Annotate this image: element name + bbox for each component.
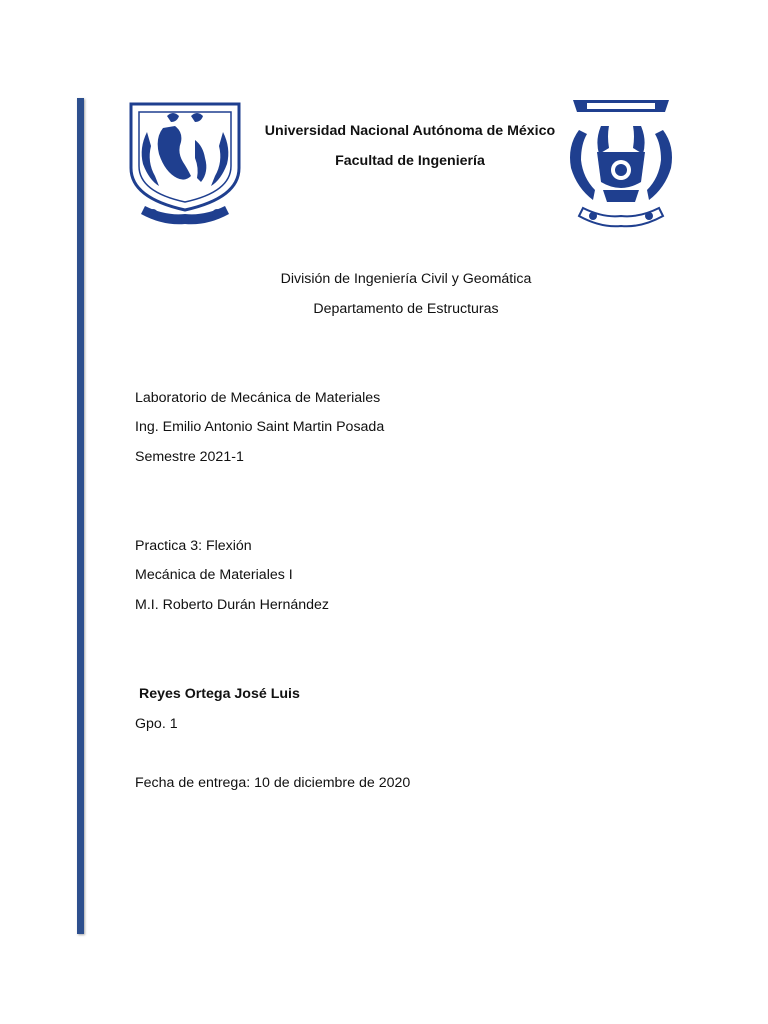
delivery-date: Fecha de entrega: 10 de diciembre de 2020 (135, 775, 411, 791)
semester: Semestre 2021-1 (135, 449, 244, 465)
faculty-name: Facultad de Ingeniería (335, 153, 485, 169)
division-name: División de Ingeniería Civil y Geomática (280, 271, 532, 287)
university-name: Universidad Nacional Autónoma de México (264, 123, 556, 139)
side-accent-bar (77, 98, 84, 934)
course-name: Mecánica de Materiales I (135, 567, 293, 583)
group: Gpo. 1 (135, 716, 178, 732)
lab-instructor: Ing. Emilio Antonio Saint Martin Posada (135, 419, 385, 435)
unam-seal (125, 98, 245, 232)
student-name: Reyes Ortega José Luis (139, 686, 300, 702)
department-name: Departamento de Estructuras (313, 301, 499, 317)
professor-name: M.I. Roberto Durán Hernández (135, 597, 329, 613)
lab-name: Laboratorio de Mecánica de Materiales (135, 390, 381, 406)
practice-title: Practica 3: Flexión (135, 538, 252, 554)
unam-coat-of-arms-icon (125, 98, 245, 232)
